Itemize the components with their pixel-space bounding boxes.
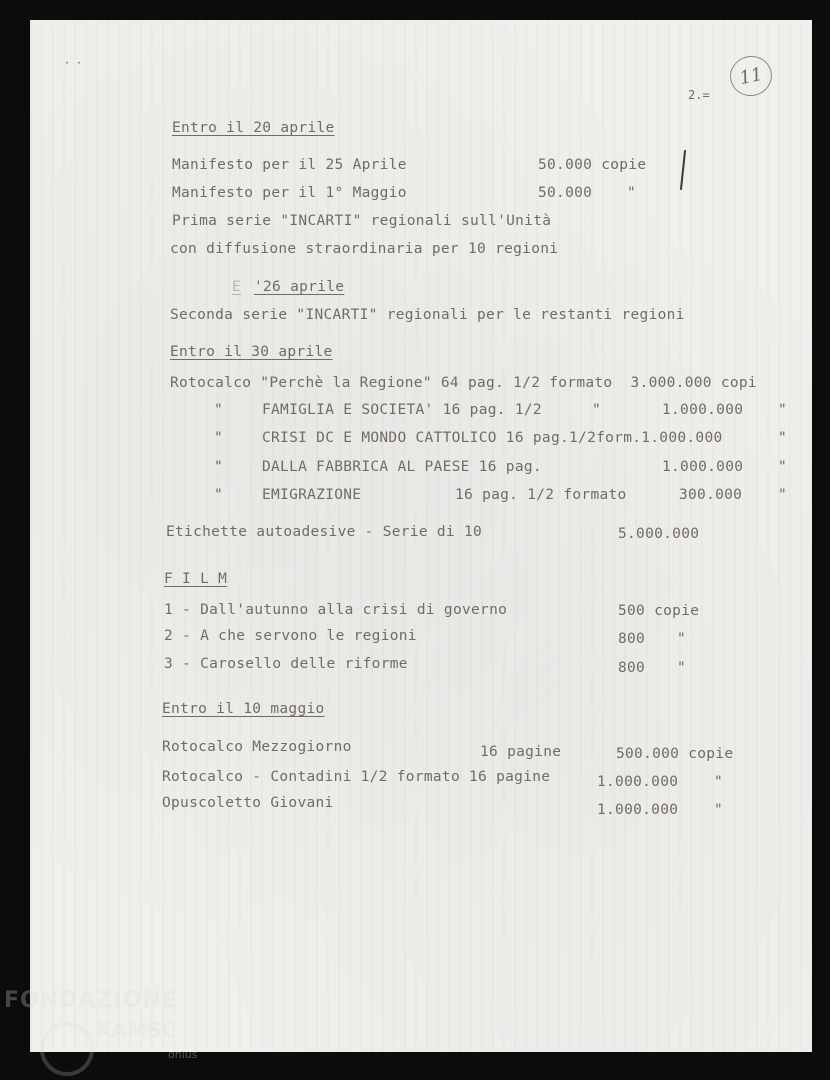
line-seconda-serie-incarti: Seconda serie "INCARTI" regionali per le restanti regioni [170,307,685,323]
qty-etichette: 5.000.000 [618,526,700,542]
heading-10-maggio: Entro il 10 maggio [162,701,325,717]
heading-26-aprile: '26 aprile [254,279,345,295]
ditto-mark: " [627,185,637,201]
qty-film-1: 500 copie [618,603,700,619]
line-diffusione-straordinaria: con diffusione straordinaria per 10 regioni [170,241,559,257]
line-film-3: 3 - Carosello delle riforme [164,656,408,672]
line-emigrazione-format: 16 pag. 1/2 formato [455,487,627,503]
line-rotocalco-contadini: Rotocalco - Contadini 1/2 formato 16 pagine [162,769,551,785]
qty-opuscoletto-giovani: 1.000.000 [597,802,679,818]
page-number: 2.= [688,88,710,102]
heading-film: F I L M [164,571,228,587]
ditto-mark: " [778,430,788,446]
qty-rotocalco-contadini: 1.000.000 [597,774,679,790]
line-famiglia-societa: FAMIGLIA E SOCIETA' 16 pag. 1/2 [262,402,542,418]
ink-specks: · · [64,58,83,69]
qty-film-2: 800 [618,631,646,647]
ditto-mark: " [714,774,724,790]
qty-dalla-fabbrica: 1.000.000 [662,459,744,475]
line-rotocalco-mezzogiorno: Rotocalco Mezzogiorno [162,739,352,755]
line-etichette: Etichette autoadesive - Serie di 10 [166,524,483,540]
watermark-text: onlus [168,1048,198,1061]
line-manifesto-1-maggio: Manifesto per il 1° Maggio [172,185,407,201]
qty-manifesto-25-aprile: 50.000 copie [538,157,647,173]
ditto-mark: " [778,487,788,503]
heading-30-aprile: Entro il 30 aprile [170,344,333,360]
qty-film-3: 800 [618,660,646,676]
ditto-mark: " [214,459,224,475]
qty-manifesto-1-maggio: 50.000 [538,185,593,201]
ditto-mark: " [677,660,687,676]
circled-folio-number: 11 [726,52,775,100]
line-rotocalco-regione: Rotocalco "Perchè la Regione" 64 pag. 1/2 formato 3.000.000 copi [170,375,757,391]
ditto-mark: " [778,459,788,475]
line-emigrazione: EMIGRAZIONE [262,487,362,503]
ditto-mark: " [214,487,224,503]
ditto-mark: " [778,402,788,418]
qty-emigrazione: 300.000 [679,487,743,503]
qty-famiglia-societa: 1.000.000 [662,402,744,418]
ditto-mark: " [677,631,687,647]
line-opuscoletto-giovani: Opuscoletto Giovani [162,795,334,811]
heading-26-aprile-faded: E [232,279,242,295]
ditto-mark: " [714,802,724,818]
watermark-logo-ring [40,1022,94,1076]
line-prima-serie-incarti: Prima serie "INCARTI" regionali sull'Unità [172,213,552,229]
heading-20-aprile: Entro il 20 aprile [172,120,335,136]
line-manifesto-25-aprile: Manifesto per il 25 Aprile [172,157,407,173]
line-film-2: 2 - A che servono le regioni [164,628,417,644]
ditto-mark: " [214,430,224,446]
ditto-mark: " [214,402,224,418]
pages-rotocalco-mezzogiorno: 16 pagine [480,744,562,760]
line-film-1: 1 - Dall'autunno alla crisi di governo [164,602,508,618]
line-crisi-dc: CRISI DC E MONDO CATTOLICO 16 pag.1/2form.1.000.000 [262,430,723,446]
ditto-mark: " [592,402,602,418]
watermark-text: FONDAZIONE [4,988,178,1013]
watermark-text: KAMSC [96,1018,176,1042]
qty-rotocalco-mezzogiorno: 500.000 copie [616,746,734,762]
line-dalla-fabbrica: DALLA FABBRICA AL PAESE 16 pag. [262,459,542,475]
